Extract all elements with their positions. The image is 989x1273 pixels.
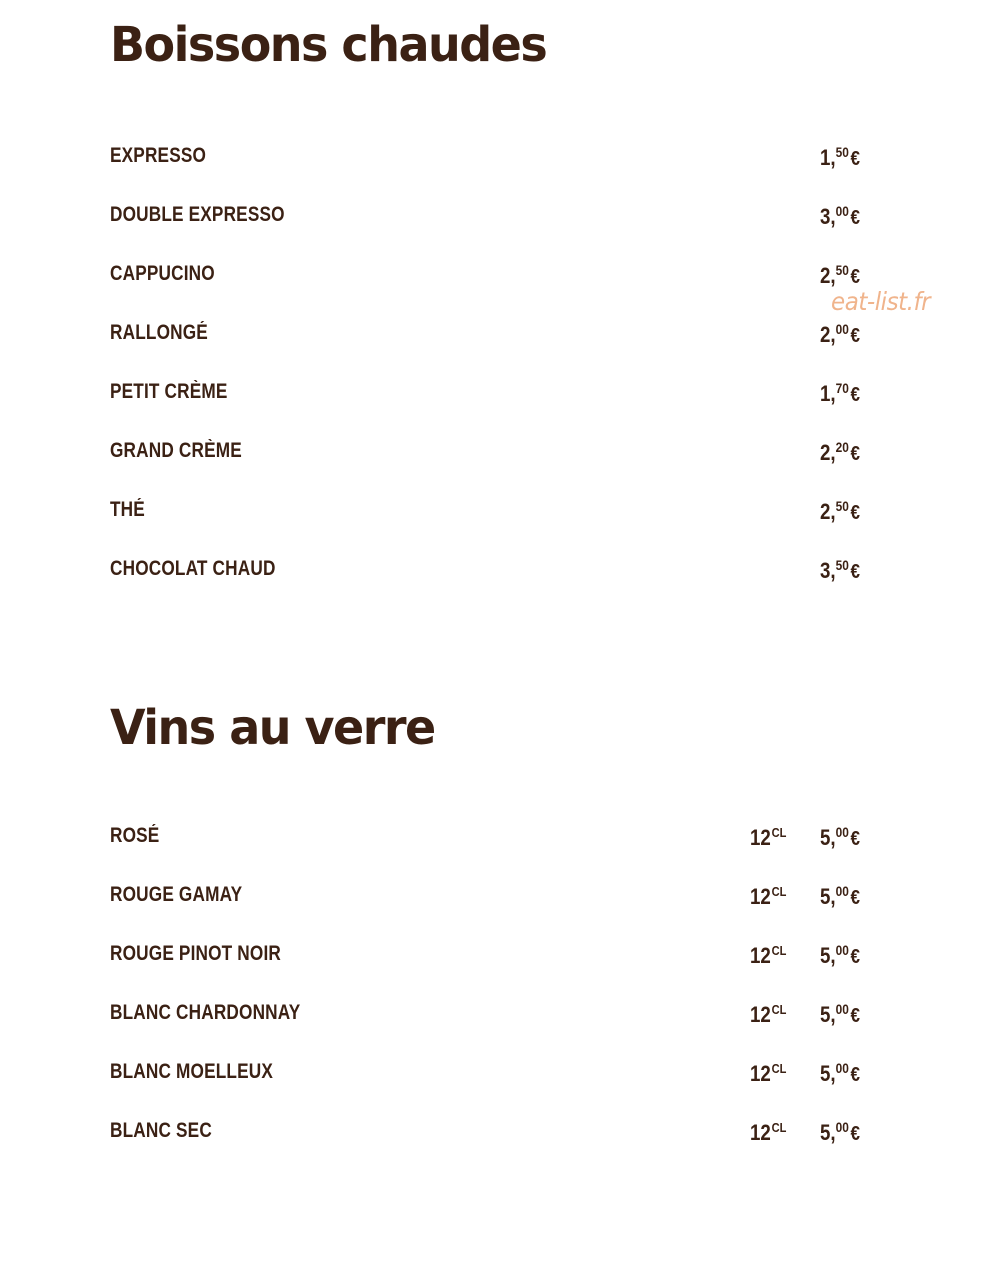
item-volume: $12^{CL}$	[750, 943, 787, 968]
item-volume: $12^{CL}$	[750, 825, 787, 850]
item-name: ROUGE GAMAY	[110, 883, 243, 906]
item-name: BLANC MOELLEUX	[110, 1060, 274, 1083]
item-name: RALLONGÉ	[110, 321, 208, 344]
menu-item	[110, 880, 880, 939]
item-price: 5,00€	[820, 824, 861, 850]
item-price: 2,50€	[820, 498, 861, 524]
item-name: EXPRESSO	[110, 144, 207, 167]
menu-item	[110, 939, 880, 998]
menu-item	[110, 821, 880, 880]
item-price: 3,50€	[820, 557, 861, 583]
menu-item	[110, 1057, 880, 1116]
item-price: 2,00€	[820, 321, 861, 347]
menu-list-boissons-chaudes	[110, 141, 880, 613]
item-name: GRAND CRÈME	[110, 439, 242, 462]
item-name: ROSÉ	[110, 824, 160, 847]
item-price: 5,00€	[820, 1060, 861, 1086]
section-title-vins-au-verre: Vins au verre	[110, 698, 435, 756]
item-name: CAPPUCINO	[110, 262, 215, 285]
item-price: 5,00€	[820, 1001, 861, 1027]
menu-item	[110, 436, 880, 495]
menu-item	[110, 141, 880, 200]
item-price: 5,00€	[820, 883, 861, 909]
item-price: 2,20€	[820, 439, 861, 465]
section-title-boissons-chaudes: Boissons chaudes	[110, 15, 547, 73]
menu-item	[110, 998, 880, 1057]
menu-item	[110, 495, 880, 554]
menu-item	[110, 1116, 880, 1175]
item-volume: $12^{CL}$	[750, 1120, 787, 1145]
menu-item	[110, 259, 880, 318]
item-name: THÉ	[110, 498, 145, 521]
item-price: 5,00€	[820, 1119, 861, 1145]
item-volume: $12^{CL}$	[750, 1061, 787, 1086]
item-name: BLANC SEC	[110, 1119, 212, 1142]
menu-item	[110, 554, 880, 613]
item-name: ROUGE PINOT NOIR	[110, 942, 282, 965]
menu-item	[110, 377, 880, 436]
item-price: 5,00€	[820, 942, 861, 968]
menu-list-vins-au-verre	[110, 821, 880, 1175]
menu-item	[110, 318, 880, 377]
item-price: 1,50€	[820, 144, 861, 170]
item-price: 2,50€	[820, 262, 861, 288]
item-name: PETIT CRÈME	[110, 380, 228, 403]
item-price: 3,00€	[820, 203, 861, 229]
item-name: CHOCOLAT CHAUD	[110, 557, 276, 580]
item-volume: $12^{CL}$	[750, 1002, 787, 1027]
item-name: BLANC CHARDONNAY	[110, 1001, 301, 1024]
menu-item	[110, 200, 880, 259]
watermark-text: eat-list.fr	[831, 287, 931, 316]
item-price: 1,70€	[820, 380, 861, 406]
item-name: DOUBLE EXPRESSO	[110, 203, 285, 226]
item-volume: $12^{CL}$	[750, 884, 787, 909]
